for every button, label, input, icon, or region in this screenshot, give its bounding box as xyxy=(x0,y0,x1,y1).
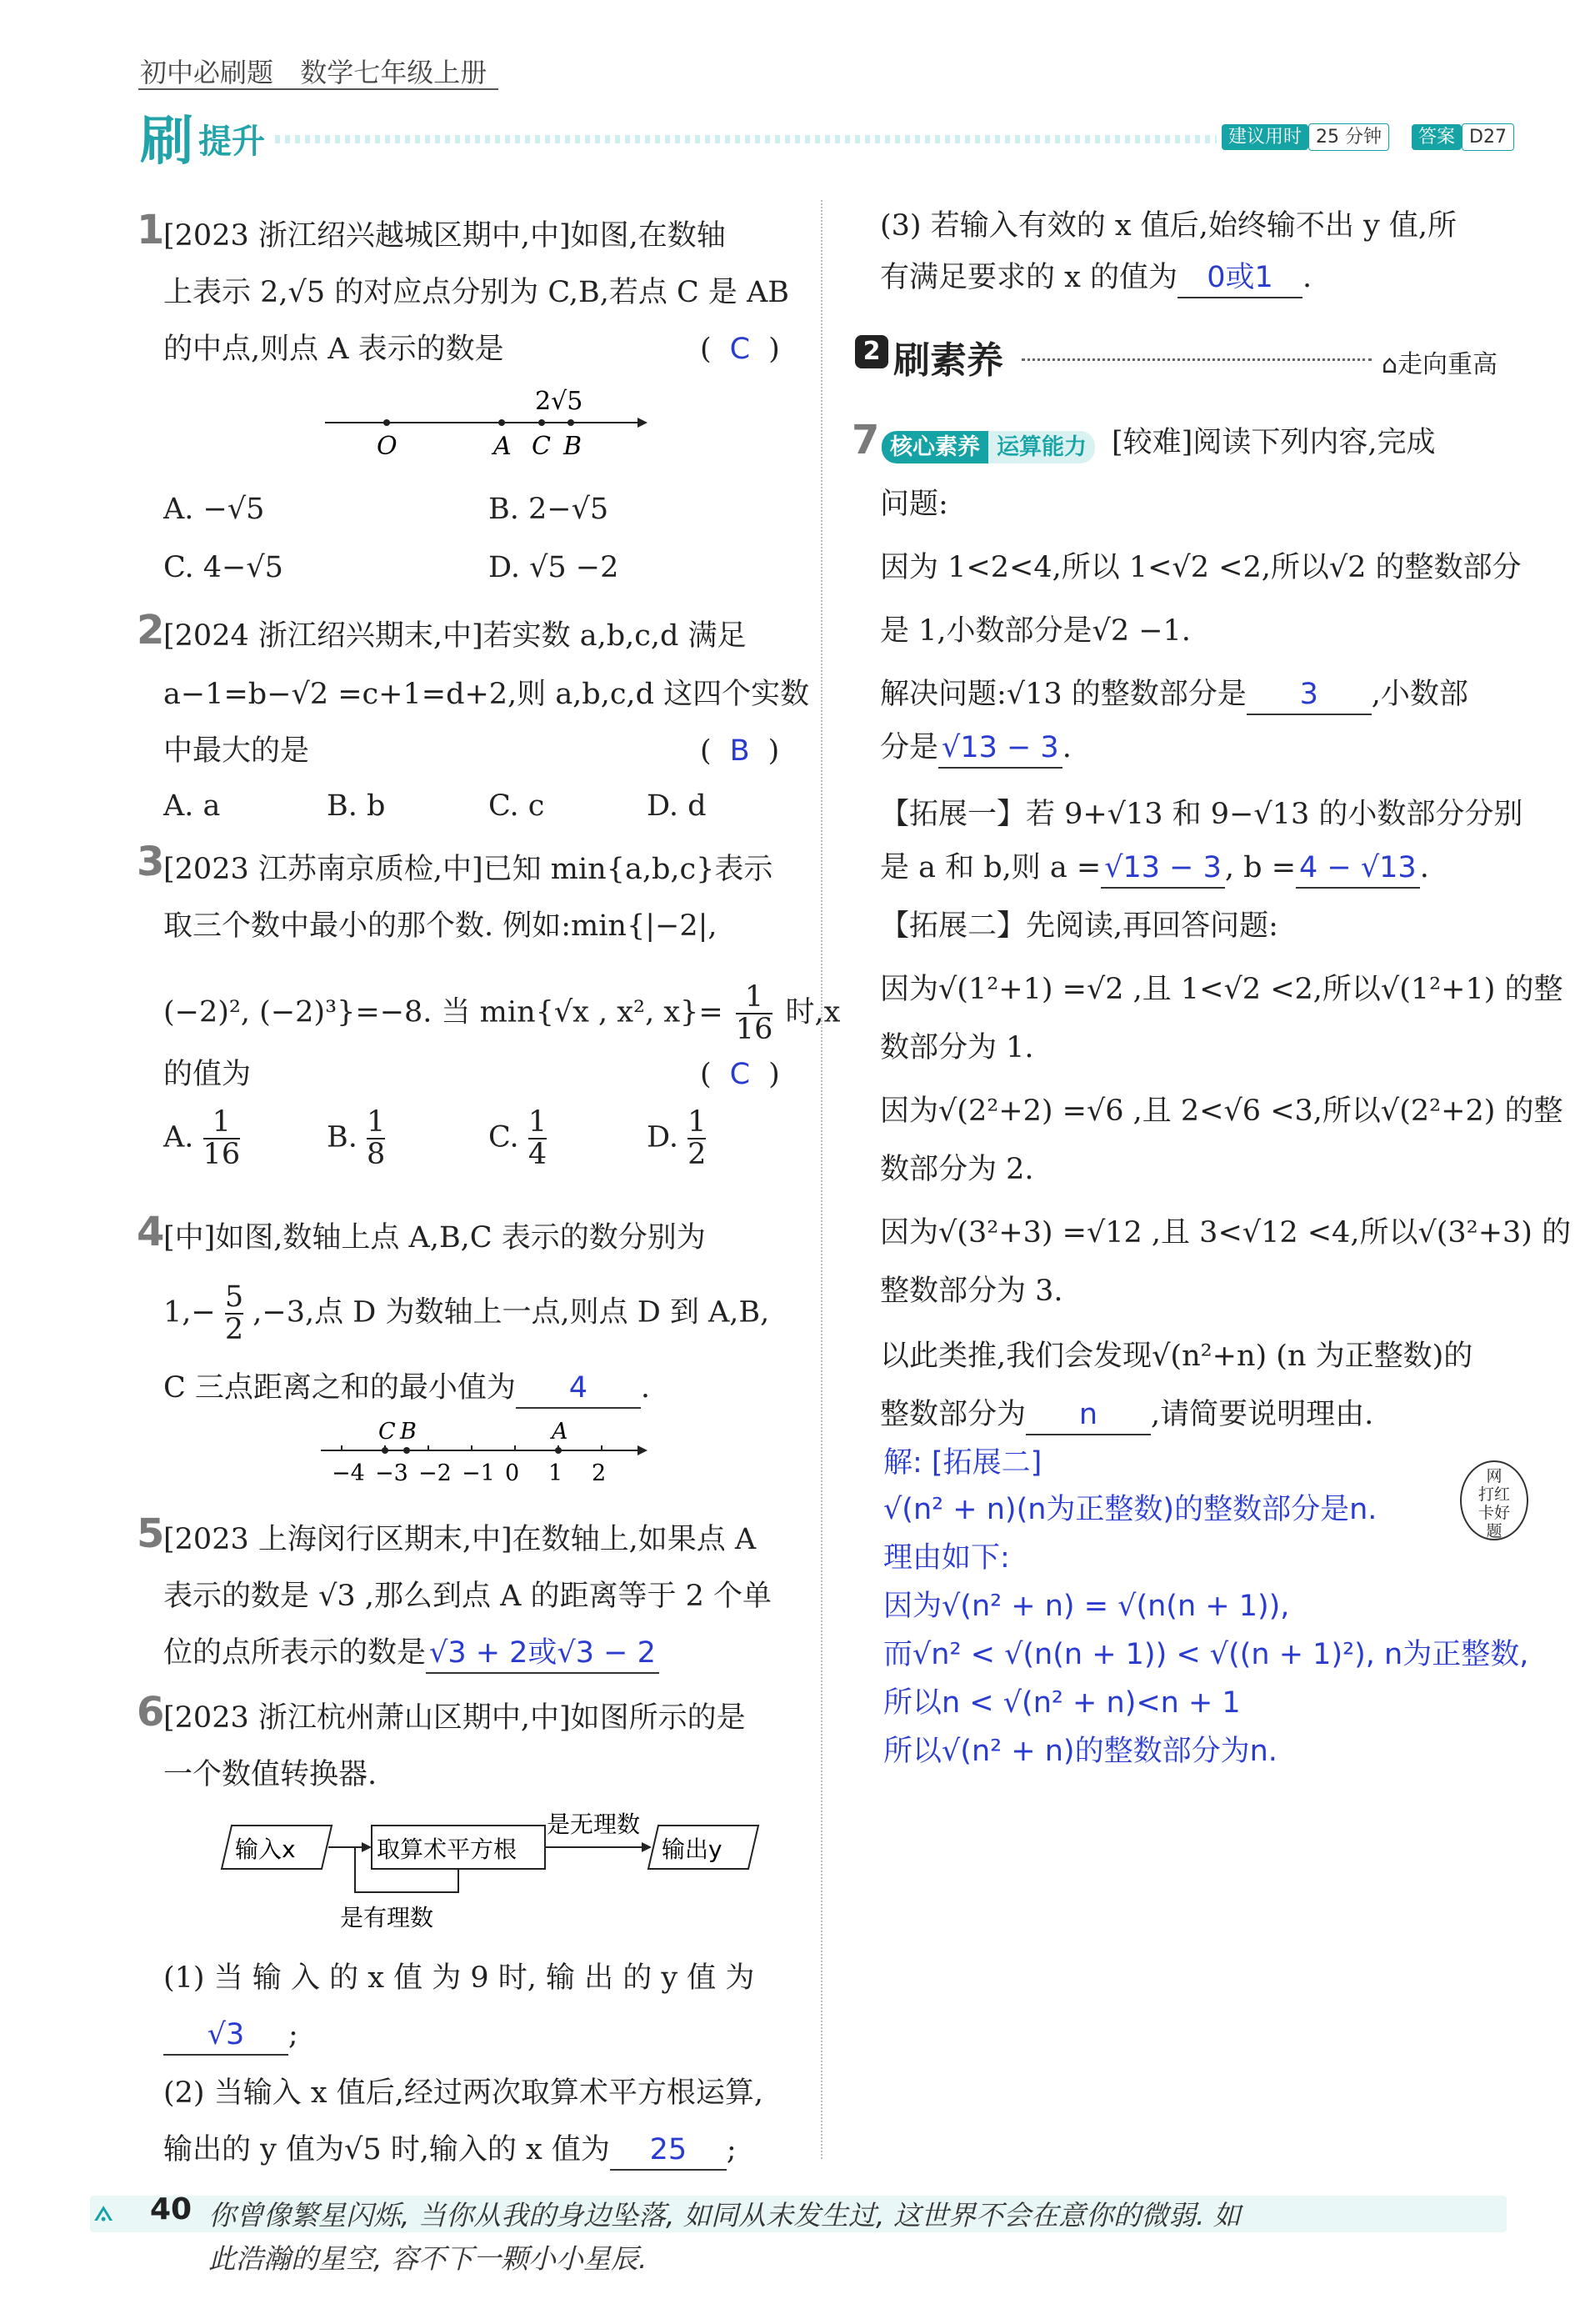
q4-point-label: A xyxy=(552,1419,568,1445)
question-number: 6 xyxy=(137,1689,165,1735)
q4-text-line3: C 三点距离之和的最小值为 4 . xyxy=(163,1370,650,1409)
q2-text-line2: a−1=b−√2 =c+1=d+2,则 a,b,c,d 这四个实数 xyxy=(163,678,810,711)
q6-fig-output: 输出y xyxy=(662,1836,722,1863)
q3-option-b[interactable]: B. $\frac{1}{8}$ xyxy=(327,1105,386,1171)
question-number: 4 xyxy=(137,1209,165,1255)
q1-fig-label-c: C xyxy=(532,432,551,461)
footer-quote-line2: 此浩瀚的星空, 容不下一颗小小星辰. xyxy=(208,2242,648,2275)
q1-option-d[interactable]: D. √5 −2 xyxy=(488,551,619,584)
question-number: 3 xyxy=(137,839,165,885)
q1-text-line3: 的中点,则点 A 表示的数是 xyxy=(163,333,504,366)
q2-text-line1: [2024 浙江绍兴期末,中]若实数 a,b,c,d 满足 xyxy=(163,619,747,653)
q6-fig-rational: 是有理数 xyxy=(340,1904,434,1931)
q1-fig-label-top: 2√5 xyxy=(535,387,583,416)
q7-line-12: 因为√(3²+3) =√12 ,且 3<√12 <4,所以√(3²+3) 的 xyxy=(880,1216,1572,1250)
question-number: 1 xyxy=(137,207,165,253)
time-badge: 建议用时 25 分钟 xyxy=(1222,123,1389,148)
q6-part2-answer: 25 xyxy=(610,2132,727,2171)
q3-text-line4: 的值为 xyxy=(163,1058,252,1091)
q7-answer-b: 4 − √13 xyxy=(1296,850,1420,889)
q7-answer-a: √13 − 3 xyxy=(1101,850,1225,889)
q5-text-line1: [2023 上海闵行区期末,中]在数轴上,如果点 A xyxy=(163,1523,757,1556)
q1-text-line2: 上表示 2,√5 的对应点分别为 C,B,若点 C 是 AB xyxy=(163,276,789,309)
q6-flowchart xyxy=(215,1801,765,1934)
q6-text-line1: [2023 浙江杭州萧山区期中,中]如图所示的是 xyxy=(163,1701,746,1735)
q7-solution-line1: 解: [拓展二] xyxy=(883,1446,1042,1480)
calc-tag: 运算能力 xyxy=(988,431,1095,463)
question-number: 2 xyxy=(137,607,165,654)
q1-text-line1: [2023 浙江绍兴越城区期中,中]如图,在数轴 xyxy=(163,219,726,253)
q3-answer-bracket: ( C ) xyxy=(700,1058,780,1091)
q6-text-line2: 一个数值转换器. xyxy=(163,1758,378,1791)
q1-number-line xyxy=(317,379,650,463)
q4-tick-label: −3 xyxy=(375,1460,408,1486)
q4-point xyxy=(382,1447,388,1454)
q6-part1: (1) 当 输 入 的 x 值 为 9 时, 输 出 的 y 值 为 xyxy=(163,1961,755,1995)
q4-tick-label: 2 xyxy=(592,1460,607,1486)
q7-line-5: 【拓展一】若 9+√13 和 9−√13 的小数部分分别 xyxy=(880,798,1523,831)
q1-option-a[interactable]: A. −√5 xyxy=(163,493,265,526)
q2-option-c[interactable]: C. c xyxy=(488,789,545,823)
q1-option-b[interactable]: B. 2−√5 xyxy=(488,493,609,526)
q7-solution-line4: 因为√(n² + n) = √(n(n + 1)), xyxy=(883,1590,1290,1623)
q6-part1-answer: √3 xyxy=(163,2017,288,2056)
q7-line-2: 是 1,小数部分是√2 −1. xyxy=(880,614,1191,648)
page-number: 40 xyxy=(150,2192,192,2226)
section-dotted-line xyxy=(1022,358,1372,361)
header-dotted-band xyxy=(275,135,1217,143)
q1-option-c[interactable]: C. 4−√5 xyxy=(163,551,283,584)
q6-part1-answer-line: √3 ; xyxy=(163,2017,298,2056)
q7-line-11: 数部分为 2. xyxy=(880,1153,1034,1186)
q4-answer-blank: 4 xyxy=(516,1370,641,1409)
q7-solution-line3: 理由如下: xyxy=(883,1541,1010,1575)
q2-option-d[interactable]: D. d xyxy=(647,789,707,823)
header-underline xyxy=(138,88,498,90)
q6-part3-line2: 有满足要求的 x 的值为 0或1 . xyxy=(880,260,1312,298)
q6-part3-line1: (3) 若输入有效的 x 值后,始终输不出 y 值,所 xyxy=(880,209,1457,243)
q4-point xyxy=(555,1447,562,1454)
q3-text-line3: (−2)², (−2)³}=−8. 当 min{√x , x², x}= $\frac{1}{16}$ 时,x xyxy=(163,980,841,1046)
q7-solution-line6: 所以n < √(n² + n)<n + 1 xyxy=(883,1686,1241,1720)
column-divider xyxy=(821,200,822,2159)
q7-answer-decimal: √13 − 3 xyxy=(938,730,1062,769)
q2-option-a[interactable]: A. a xyxy=(163,789,221,823)
q3-option-a[interactable]: A. $\frac{1}{16}$ xyxy=(163,1105,241,1171)
q6-part2-line1: (2) 当输入 x 值后,经过两次取算术平方根运算, xyxy=(163,2076,763,2110)
q7-solution-line7: 所以√(n² + n)的整数部分为n. xyxy=(883,1735,1278,1768)
q7-tags xyxy=(882,428,1095,461)
q1-fig-label-o: O xyxy=(377,432,398,461)
book-title: 初中必刷题 数学七年级上册 xyxy=(140,57,488,88)
q7-text-line1: [较难]阅读下列内容,完成 xyxy=(1112,426,1436,459)
q5-text-line3: 位的点所表示的数是 √3 + 2或√3 − 2 xyxy=(163,1635,659,1674)
school-icon: ⌂ xyxy=(1382,350,1398,379)
compass-icon: ⟑ xyxy=(93,2191,114,2229)
q1-fig-label-b: B xyxy=(563,432,582,461)
q7-solution-line2: √(n² + n)(n为正整数)的整数部分是n. xyxy=(883,1493,1378,1526)
q3-text-line1: [2023 江苏南京质检,中]已知 min{a,b,c}表示 xyxy=(163,853,773,886)
q4-tick-label: −1 xyxy=(462,1460,495,1486)
q7-line-8: 因为√(1²+1) =√2 ,且 1<√2 <2,所以√(1²+1) 的整 xyxy=(880,973,1563,1006)
q3-option-c[interactable]: C. $\frac{1}{4}$ xyxy=(488,1105,548,1171)
question-number: 7 xyxy=(852,417,880,463)
q6-part3-answer: 0或1 xyxy=(1178,260,1302,298)
section-title-sub: 提升 xyxy=(198,123,265,161)
q4-text-line1: [中]如图,数轴上点 A,B,C 表示的数分别为 xyxy=(163,1221,706,1255)
q7-answer-integer: 3 xyxy=(1247,677,1372,715)
answer-badge: 答案 D27 xyxy=(1412,123,1514,148)
q7-line-6: 是 a 和 b,则 a = √13 − 3 , b = 4 − √13 . xyxy=(880,850,1429,889)
q4-tick-label: −2 xyxy=(418,1460,452,1486)
q4-tick-label: 1 xyxy=(548,1460,563,1486)
q7-answer-n: n xyxy=(1026,1397,1151,1435)
q4-tick-label: −4 xyxy=(332,1460,365,1486)
q7-line-9: 数部分为 1. xyxy=(880,1031,1034,1064)
q3-option-d[interactable]: D. $\frac{1}{2}$ xyxy=(647,1105,707,1171)
q2-option-b[interactable]: B. b xyxy=(327,789,386,823)
q3-text-line2: 取三个数中最小的那个数. 例如:min{|−2|, xyxy=(163,909,718,943)
q7-solution-line5: 而√n² < √(n(n + 1)) < √((n + 1)²), n为正整数, xyxy=(883,1638,1529,1671)
q6-fig-sqrt: 取算术平方根 xyxy=(377,1836,518,1863)
section-title: 刷素养 xyxy=(893,339,1003,382)
q7-line-15: 整数部分为 n ,请简要说明理由. xyxy=(880,1397,1373,1435)
core-tag: 核心素养 xyxy=(882,431,988,463)
q7-line-7: 【拓展二】先阅读,再回答问题: xyxy=(880,909,1278,943)
section-right-label: ⌂走向重高 xyxy=(1382,350,1498,379)
q7-text-line2: 问题: xyxy=(880,488,948,521)
q1-answer-bracket: ( C ) xyxy=(700,333,780,366)
q7-line-3: 解决问题:√13 的整数部分是 3 ,小数部 xyxy=(880,677,1468,715)
q4-point xyxy=(403,1447,410,1454)
q4-point-label: B xyxy=(400,1419,417,1445)
q4-tick-label: 0 xyxy=(505,1460,520,1486)
q6-part2-line2: 输出的 y 值为√5 时,输入的 x 值为 25 ; xyxy=(163,2132,737,2171)
section-title-main: 刷 xyxy=(140,111,193,173)
q4-number-line xyxy=(317,1417,650,1492)
q7-line-13: 整数部分为 3. xyxy=(880,1275,1063,1308)
q5-answer-blank: √3 + 2或√3 − 2 xyxy=(426,1635,659,1674)
q7-line-1: 因为 1<2<4,所以 1<√2 <2,所以√2 的整数部分 xyxy=(880,551,1522,584)
hot-question-stamp: 网 打红 卡好 题 xyxy=(1460,1460,1528,1540)
section-number-icon: 2 xyxy=(855,335,888,368)
q7-line-10: 因为√(2²+2) =√6 ,且 2<√6 <3,所以√(2²+2) 的整 xyxy=(880,1094,1563,1128)
q6-fig-irrational: 是无理数 xyxy=(547,1811,641,1838)
question-number: 5 xyxy=(137,1510,165,1557)
q5-text-line2: 表示的数是 √3 ,那么到点 A 的距离等于 2 个单 xyxy=(163,1580,772,1613)
q4-point-label: C xyxy=(378,1419,396,1445)
q4-text-line2: 1,− $\frac{5}{2}$ ,−3,点 D 为数轴上一点,则点 D 到 A,B, xyxy=(163,1280,770,1346)
q1-fig-label-a: A xyxy=(493,432,512,461)
q2-answer-bracket: ( B ) xyxy=(700,734,780,768)
q7-line-4: 分是 √13 − 3 . xyxy=(880,730,1072,769)
q7-line-14: 以此类推,我们会发现√(n²+n) (n 为正整数)的 xyxy=(880,1340,1473,1373)
q6-fig-input: 输入x xyxy=(235,1836,296,1863)
footer-quote-line1: 你曾像繁星闪烁, 当你从我的身边坠落, 如同从未发生过, 这世界不会在意你的微弱. 如 xyxy=(208,2199,1241,2231)
q2-text-line3: 中最大的是 xyxy=(163,734,310,768)
